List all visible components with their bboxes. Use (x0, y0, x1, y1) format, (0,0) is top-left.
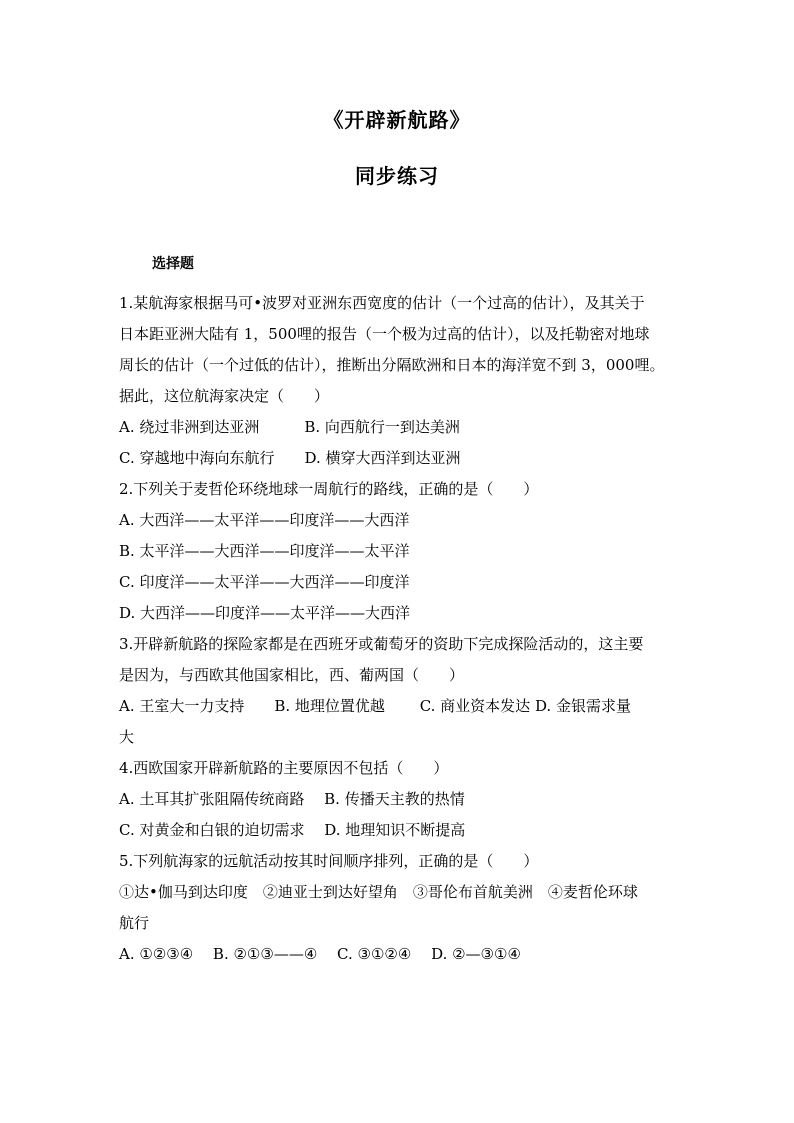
question-1-stem-line: 据此，这位航海家决定（ ） (119, 387, 330, 405)
question-3 (119, 629, 679, 753)
question-1-options: A. 绕过非洲到达亚洲 B. 向西航行一到达美洲 (119, 418, 460, 436)
question-2 (119, 474, 679, 629)
question-1-options: C. 穿越地中海向东航行 D. 横穿大西洋到达亚洲 (119, 449, 461, 467)
question-1-stem-line: 周长的估计（一个过低的估计），推断出分隔欧洲和日本的海洋宽不到 3，000哩。 (119, 356, 665, 374)
question-list (119, 288, 679, 970)
question-2-option: C. 印度洋——太平洋——大西洋——印度洋 (119, 573, 410, 591)
question-2-option: B. 太平洋——大西洋——印度洋——太平洋 (119, 542, 410, 560)
question-3-options: 大 (119, 728, 135, 746)
question-5-options: A. ①②③④ B. ②①③——④ C. ③①②④ D. ②—③①④ (119, 945, 521, 963)
question-4-options: A. 土耳其扩张阻隔传统商路 B. 传播天主教的热情 (119, 790, 465, 808)
question-4-options: C. 对黄金和白银的迫切需求 D. 地理知识不断提高 (119, 821, 466, 839)
question-1 (119, 288, 679, 474)
question-4 (119, 753, 679, 846)
question-1-stem-line: 日本距亚洲大陆有 1，500哩的报告（一个极为过高的估计），以及托勒密对地球 (119, 325, 650, 343)
question-5-stem-line: 航行 (119, 914, 150, 932)
section-heading: 选择题 (152, 256, 194, 272)
document-subtitle: 同步练习 (355, 164, 439, 188)
question-5 (119, 846, 679, 970)
question-5-stem-line: ①达•伽马到达印度 ②迪亚士到达好望角 ③哥伦布首航美洲 ④麦哲伦环球 (119, 883, 638, 901)
question-2-option: D. 大西洋——印度洋——太平洋——大西洋 (119, 604, 411, 622)
question-1-stem-line: 1.某航海家根据马可•波罗对亚洲东西宽度的估计（一个过高的估计），及其关于 (119, 294, 645, 312)
question-4-stem-line: 4.西欧国家开辟新航路的主要原因不包括（ ） (119, 759, 449, 777)
question-3-stem-line: 是因为，与西欧其他国家相比，西、葡两国（ ） (119, 666, 465, 684)
question-3-stem-line: 3.开辟新航路的探险家都是在西班牙或葡萄牙的资助下完成探险活动的，这主要 (119, 635, 644, 653)
question-5-stem-line: 5.下列航海家的远航活动按其时间顺序排列，正确的是（ ） (119, 852, 539, 870)
question-2-option: A. 大西洋——太平洋——印度洋——大西洋 (119, 511, 410, 529)
document-title: 《开辟新航路》 (323, 108, 471, 132)
question-2-stem-line: 2.下列关于麦哲伦环绕地球一周航行的路线，正确的是（ ） (119, 480, 539, 498)
question-3-options: A. 王室大一力支持 B. 地理位置优越 C. 商业资本发达 D. 金银需求量 (119, 697, 631, 715)
